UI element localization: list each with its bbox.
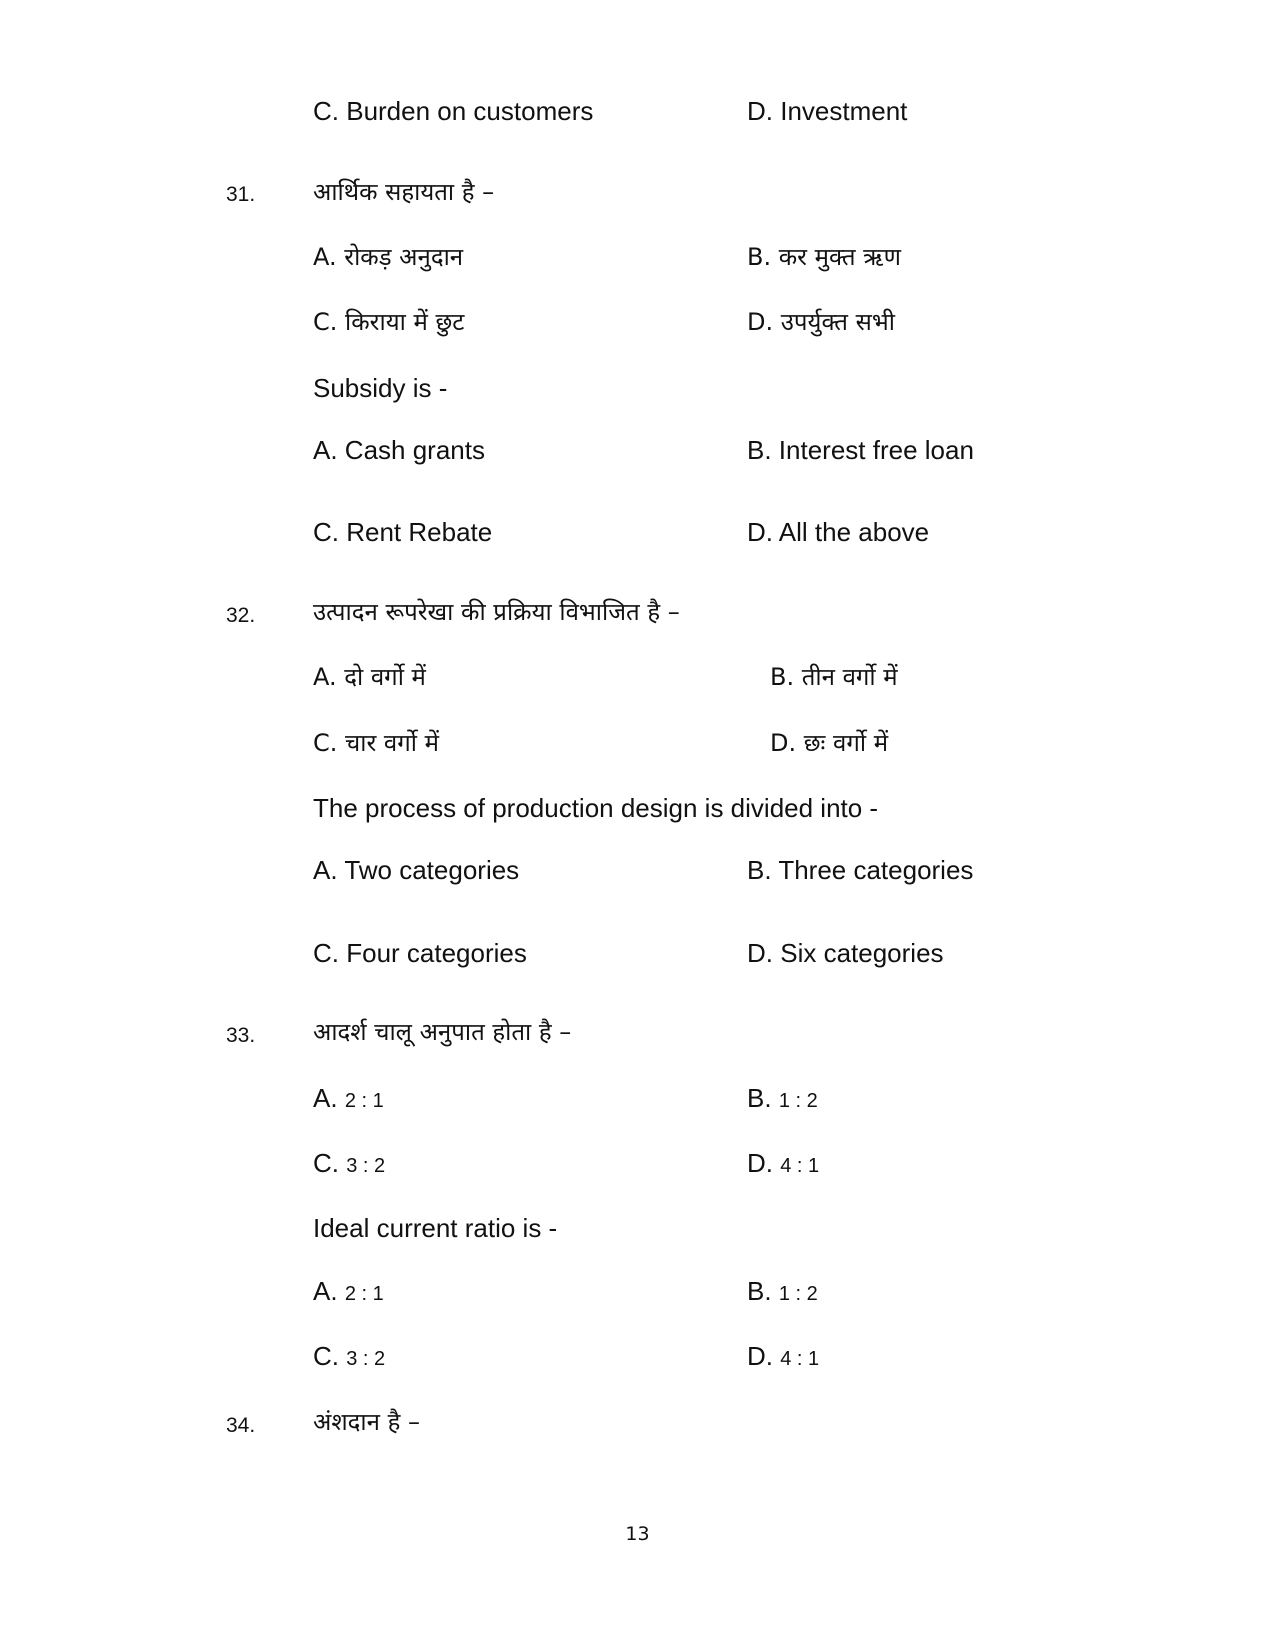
option-letter: D. <box>747 1341 773 1371</box>
option-c-english: C. Rent Rebate <box>313 517 493 547</box>
option-letter: A. <box>313 1083 338 1113</box>
option-ratio: 4 : 1 <box>780 1155 820 1177</box>
option-a-hindi: A. दो वर्गो में <box>313 663 426 691</box>
question-number: 33. <box>226 1024 256 1047</box>
question-text-english: The process of production design is divided into - <box>313 793 879 823</box>
option-b-hindi: B. कर मुक्त ऋण <box>747 243 901 271</box>
option-b-hindi: B. तीन वर्गो में <box>770 663 898 691</box>
option-ratio: 3 : 2 <box>346 1348 386 1370</box>
option-b-hindi <box>747 1082 818 1117</box>
option-ratio: 2 : 1 <box>344 1283 384 1305</box>
option-a-english: A. Cash grants <box>313 435 485 465</box>
question-text-hindi: अंशदान है – <box>313 1408 420 1436</box>
option-d-english: D. Six categories <box>747 938 944 968</box>
option-a-hindi: A. रोकड़ अनुदान <box>313 243 464 271</box>
option-d-hindi <box>747 1147 819 1182</box>
option-c-hindi: C. चार वर्गो में <box>313 729 439 757</box>
option-d-hindi: D. छः वर्गो में <box>770 729 889 757</box>
question-text-hindi: आदर्श चालू अनुपात होता है – <box>313 1018 572 1046</box>
option-letter: B. <box>747 1276 772 1306</box>
page-number: 13 <box>625 1523 650 1545</box>
option-a-hindi <box>313 1082 384 1117</box>
option-b-english <box>747 1275 818 1310</box>
question-text-hindi: उत्पादन रूपरेखा की प्रक्रिया विभाजित है – <box>313 598 680 626</box>
option-d-hindi: D. उपर्युक्त सभी <box>747 308 895 336</box>
option-ratio: 2 : 1 <box>344 1090 384 1112</box>
option-c-english: C. Four categories <box>313 938 527 968</box>
option-ratio: 1 : 2 <box>778 1090 818 1112</box>
option-c-hindi: C. किराया में छुट <box>313 308 465 336</box>
option-letter: C. <box>313 1341 339 1371</box>
question-number: 34. <box>226 1414 256 1437</box>
question-number: 32. <box>226 604 256 627</box>
option-ratio: 1 : 2 <box>778 1283 818 1305</box>
option-ratio: 3 : 2 <box>346 1155 386 1177</box>
option-b-english: B. Three categories <box>747 855 974 885</box>
option-ratio: 4 : 1 <box>780 1348 820 1370</box>
option-letter: D. <box>747 1148 773 1178</box>
question-number: 31. <box>226 183 256 206</box>
option-c-english <box>313 1340 385 1375</box>
option-c: C. Burden on customers <box>313 96 594 126</box>
option-a-english <box>313 1275 384 1310</box>
option-letter: C. <box>313 1148 339 1178</box>
option-d: D. Investment <box>747 96 908 126</box>
option-d-english <box>747 1340 819 1375</box>
question-text-hindi: आर्थिक सहायता है – <box>313 178 495 206</box>
option-d-english: D. All the above <box>747 517 930 547</box>
question-text-english: Ideal current ratio is - <box>313 1213 558 1243</box>
option-letter: A. <box>313 1276 338 1306</box>
option-letter: B. <box>747 1083 772 1113</box>
option-c-hindi <box>313 1147 385 1182</box>
option-a-english: A. Two categories <box>313 855 520 885</box>
option-b-english: B. Interest free loan <box>747 435 974 465</box>
question-text-english: Subsidy is - <box>313 373 448 403</box>
